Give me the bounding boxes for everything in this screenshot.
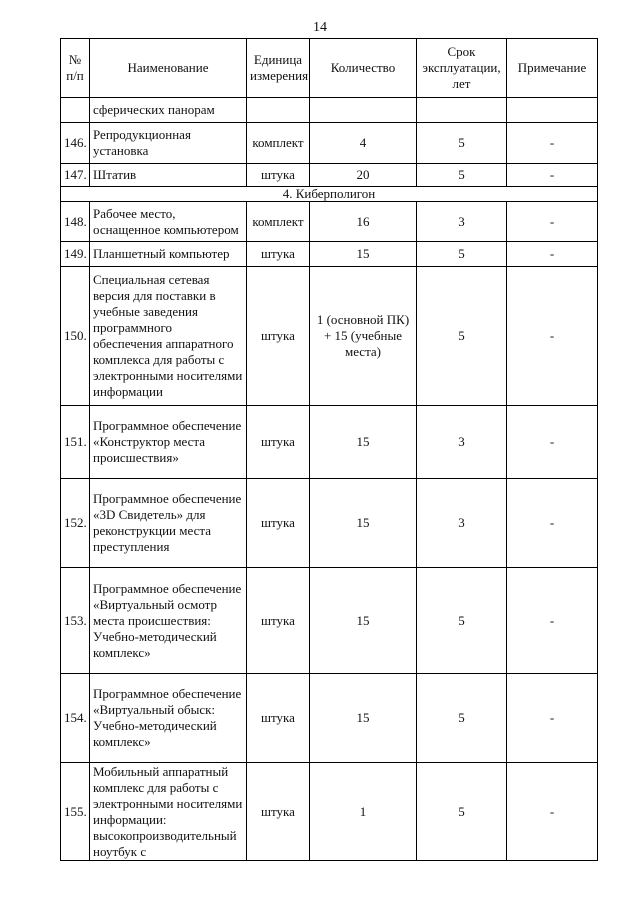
cell-unit: комплект bbox=[247, 123, 310, 164]
table-row bbox=[61, 406, 598, 479]
table-row bbox=[61, 267, 598, 406]
cell-note bbox=[507, 98, 598, 123]
header-name: Наименование bbox=[90, 39, 247, 98]
cell-qty: 16 bbox=[310, 202, 417, 242]
cell-term: 3 bbox=[417, 406, 507, 479]
cell-num bbox=[61, 98, 90, 123]
cell-unit: штука bbox=[247, 479, 310, 568]
cell-note: - bbox=[507, 568, 598, 674]
cell-term: 5 bbox=[417, 568, 507, 674]
cell-name: Программное обеспечение «Конструктор места происшествия» bbox=[90, 406, 247, 479]
cell-num: 153. bbox=[61, 568, 90, 674]
cell-note: - bbox=[507, 406, 598, 479]
cell-qty: 15 bbox=[310, 242, 417, 267]
cell-note: - bbox=[507, 479, 598, 568]
cell-unit: комплект bbox=[247, 202, 310, 242]
cell-note: - bbox=[507, 202, 598, 242]
cell-qty: 15 bbox=[310, 674, 417, 763]
cell-name: Программное обеспечение «Виртуальный обыск: Учебно-методический комплекс» bbox=[90, 674, 247, 763]
header-unit: Единица измерения bbox=[247, 39, 310, 98]
cell-unit: штука bbox=[247, 763, 310, 861]
cell-term: 5 bbox=[417, 242, 507, 267]
cell-num: 155. bbox=[61, 763, 90, 861]
cell-num: 150. bbox=[61, 267, 90, 406]
cell-note: - bbox=[507, 674, 598, 763]
cell-term: 5 bbox=[417, 674, 507, 763]
table-row bbox=[61, 674, 598, 763]
cell-name: Рабочее место, оснащенное компьютером bbox=[90, 202, 247, 242]
cell-name: Программное обеспечение «Виртуальный осмотр места происшествия: Учебно-методический комплекс» bbox=[90, 568, 247, 674]
cell-unit: штука bbox=[247, 406, 310, 479]
cell-unit: штука bbox=[247, 164, 310, 187]
cell-note: - bbox=[507, 123, 598, 164]
cell-qty bbox=[310, 98, 417, 123]
table-row bbox=[61, 98, 598, 123]
cell-name: Планшетный компьютер bbox=[90, 242, 247, 267]
cell-unit: штука bbox=[247, 242, 310, 267]
cell-num: 154. bbox=[61, 674, 90, 763]
cell-qty: 15 bbox=[310, 568, 417, 674]
header-note: Примечание bbox=[507, 39, 598, 98]
table-row bbox=[61, 164, 598, 187]
cell-name: Репродукционная установка bbox=[90, 123, 247, 164]
cell-name: Штатив bbox=[90, 164, 247, 187]
table-row bbox=[61, 242, 598, 267]
table-row bbox=[61, 202, 598, 242]
section-row bbox=[61, 187, 598, 202]
cell-num: 148. bbox=[61, 202, 90, 242]
table-row bbox=[61, 763, 598, 861]
cell-term: 3 bbox=[417, 202, 507, 242]
cell-num: 147. bbox=[61, 164, 90, 187]
header-qty: Количество bbox=[310, 39, 417, 98]
page-number: 14 bbox=[313, 20, 327, 35]
cell-unit: штука bbox=[247, 267, 310, 406]
table-row bbox=[61, 123, 598, 164]
cell-term: 5 bbox=[417, 267, 507, 406]
header-num: № п/п bbox=[61, 39, 90, 98]
cell-num: 152. bbox=[61, 479, 90, 568]
cell-note: - bbox=[507, 164, 598, 187]
cell-num: 146. bbox=[61, 123, 90, 164]
cell-unit bbox=[247, 98, 310, 123]
cell-note: - bbox=[507, 267, 598, 406]
cell-name: Мобильный аппаратный комплекс для работы с электронными носителями информации: высокопроизводительный ноутбук с bbox=[90, 763, 247, 861]
cell-qty: 15 bbox=[310, 479, 417, 568]
table-row bbox=[61, 568, 598, 674]
cell-qty: 20 bbox=[310, 164, 417, 187]
cell-note: - bbox=[507, 242, 598, 267]
cell-term: 5 bbox=[417, 164, 507, 187]
cell-num: 149. bbox=[61, 242, 90, 267]
cell-name: Специальная сетевая версия для поставки в учебные заведения программного обеспечения аппаратного комплекса для работы с электронными носителями информации bbox=[90, 267, 247, 406]
cell-term: 5 bbox=[417, 763, 507, 861]
cell-term bbox=[417, 98, 507, 123]
cell-unit: штука bbox=[247, 674, 310, 763]
cell-qty: 1 (основной ПК) + 15 (учебные места) bbox=[310, 267, 417, 406]
cell-name: Программное обеспечение «3D Свидетель» для реконструкции места преступления bbox=[90, 479, 247, 568]
cell-unit: штука bbox=[247, 568, 310, 674]
cell-num: 151. bbox=[61, 406, 90, 479]
cell-qty: 1 bbox=[310, 763, 417, 861]
header-term: Срок эксплуатации, лет bbox=[417, 39, 507, 98]
table-header-row bbox=[61, 39, 598, 98]
cell-name: сферических панорам bbox=[90, 98, 247, 123]
cell-qty: 4 bbox=[310, 123, 417, 164]
table-row bbox=[61, 479, 598, 568]
cell-qty: 15 bbox=[310, 406, 417, 479]
cell-term: 5 bbox=[417, 123, 507, 164]
equipment-table bbox=[60, 38, 598, 861]
section-title: 4. Киберполигон bbox=[61, 187, 598, 202]
cell-term: 3 bbox=[417, 479, 507, 568]
cell-note: - bbox=[507, 763, 598, 861]
